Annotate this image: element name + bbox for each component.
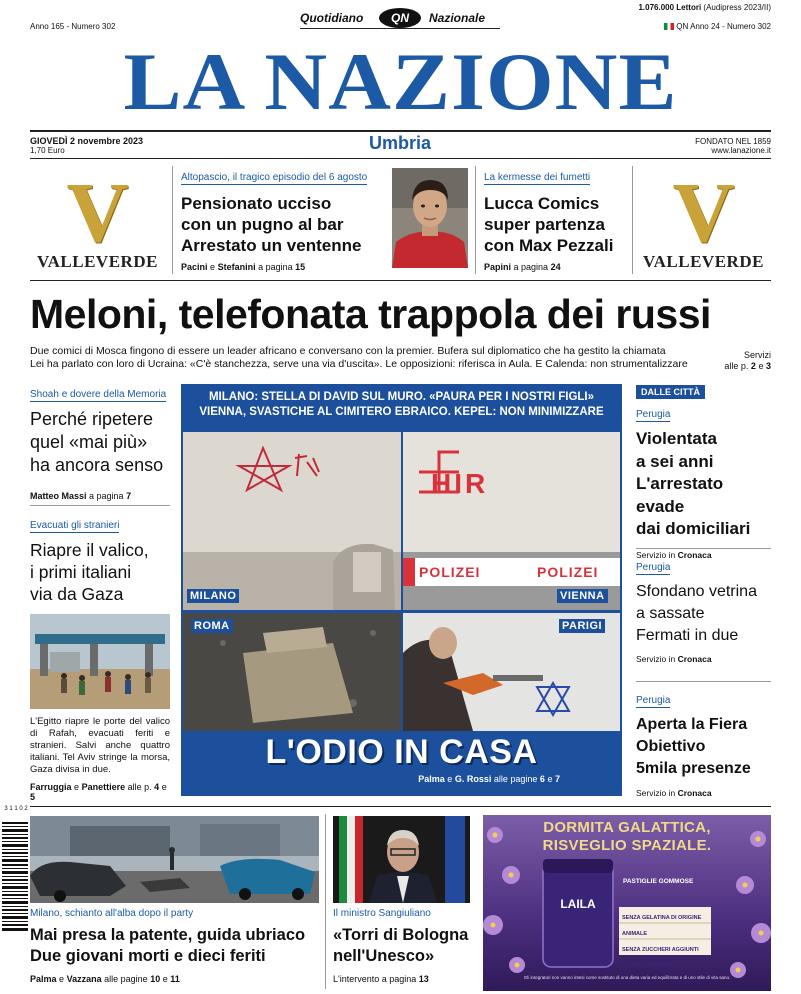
valleverde-text: VALLEVERDE xyxy=(37,252,158,271)
ad-headline-line: DORMITA GALATTICA, xyxy=(543,819,711,836)
readers-count: 1.076.000 Lettori xyxy=(638,3,702,12)
headline-line: «Torri di Bologna xyxy=(333,926,469,944)
edition-name: Umbria xyxy=(368,133,431,153)
byline-prefix: Servizio in xyxy=(636,654,676,664)
byline-page-num: 4 xyxy=(154,782,160,792)
ad-feature: SENZA GELATINA DI ORIGINE ANIMALE xyxy=(622,915,702,937)
headline-line: Riapre il valico, xyxy=(30,540,149,560)
byline-page-num: 7 xyxy=(126,491,132,501)
headline-line: Fermati in due xyxy=(636,627,739,644)
headline-line: nell'Unesco» xyxy=(333,947,435,965)
byline-and: e xyxy=(74,782,80,792)
byline-page-num: 13 xyxy=(418,974,429,984)
byline-name: Papini xyxy=(484,262,512,272)
feature-box[interactable] xyxy=(181,384,622,796)
byline-prefix: Servizio in xyxy=(636,788,676,798)
services-page: 3 xyxy=(765,361,771,371)
lead-services xyxy=(724,350,771,372)
story-kicker: Shoah e dovere della Memoria xyxy=(30,389,167,400)
valleverde-ad-right[interactable] xyxy=(636,164,771,272)
qn-logo: QN xyxy=(379,8,421,28)
byline-page: a pagina xyxy=(89,491,124,501)
story-milano-crash[interactable] xyxy=(30,908,319,984)
readers-source: (Audipress 2023/II) xyxy=(703,3,771,12)
headline-line: dai domiciliari xyxy=(636,519,751,538)
services-label: Servizi xyxy=(743,350,771,360)
byline-section: Cronaca xyxy=(677,654,712,664)
story-kicker: Milano, schianto all'alba dopo il party xyxy=(30,908,194,919)
byline-name: Pacini xyxy=(181,262,208,272)
headline-line: Pensionato ucciso xyxy=(181,194,332,213)
issue-price: 1,70 Euro xyxy=(30,146,65,155)
vienna-photo xyxy=(403,432,620,610)
byline-and: e xyxy=(210,262,216,272)
story-kicker: Perugia xyxy=(636,562,671,573)
byline-page-num: 5 xyxy=(30,792,36,802)
byline-name: Stefanini xyxy=(217,262,256,272)
byline-page: alle p. xyxy=(127,782,152,792)
ad-features xyxy=(622,910,710,974)
headline-line: Due giovani morti e dieci feriti xyxy=(30,947,266,965)
headline-line: Arrestato un ventenne xyxy=(181,236,362,255)
crash-photo xyxy=(30,816,319,903)
top-story-lucca-comics[interactable] xyxy=(484,167,634,272)
top-story-altopascio[interactable] xyxy=(181,167,381,272)
services-page: 2 xyxy=(750,361,756,371)
feature-byline xyxy=(418,774,560,784)
byline-name: Palma xyxy=(30,974,57,984)
headline-line: via da Gaza xyxy=(30,584,124,604)
dalle-citta-header: DALLE CITTÀ xyxy=(636,385,705,399)
headline-line: Mai presa la patente, guida ubriaco xyxy=(30,926,306,944)
services-prefix: alle p. xyxy=(724,361,749,371)
headline-line: L'arrestato evade xyxy=(636,474,724,516)
story-byline xyxy=(636,788,776,798)
laila-ad[interactable] xyxy=(483,815,771,991)
byline-section: Cronaca xyxy=(677,788,712,798)
byline-name: G. Rossi xyxy=(454,774,492,784)
story-byline xyxy=(636,654,776,664)
ad-feature: SENZA ZUCCHERI AGGIUNTI xyxy=(622,947,699,953)
label-roma: ROMA xyxy=(191,619,233,633)
story-byline xyxy=(333,974,478,984)
services-pages xyxy=(724,361,771,372)
byline-and: e xyxy=(547,774,553,784)
valleverde-logo-icon: V xyxy=(66,164,129,260)
newspaper-title: LA NAZIONE xyxy=(123,36,678,127)
headline-line: quel «mai più» xyxy=(30,432,148,452)
city-story-3[interactable] xyxy=(636,690,776,798)
story-byline xyxy=(30,491,170,501)
barcode xyxy=(2,820,28,932)
byline-page: alle pagine xyxy=(104,974,148,984)
qn-issue xyxy=(664,22,771,32)
story-kicker: Perugia xyxy=(636,695,671,706)
story-kicker: La kermesse dei fumetti xyxy=(484,172,591,183)
gaza-crossing-photo xyxy=(30,614,170,709)
byline-prefix: Servizio in xyxy=(636,549,676,560)
lead-headline[interactable]: Meloni, telefonata trappola dei russi xyxy=(30,291,711,337)
valleverde-text: VALLEVERDE xyxy=(643,252,764,271)
barcode-number: 3 1 1 0 2 xyxy=(4,806,28,812)
story-byline xyxy=(484,262,634,272)
city-story-1[interactable] xyxy=(636,404,776,560)
headline-line: Lucca Comics xyxy=(484,194,600,213)
qn-left-text: Quotidiano xyxy=(300,11,364,25)
website: www.lanazione.it xyxy=(711,146,771,155)
polizei-sign-2: POLIZEI xyxy=(537,564,599,580)
byline-and: e xyxy=(447,774,453,784)
feature-title: L'ODIO IN CASA xyxy=(265,733,538,771)
gaza-body: L'Egitto riapre le porte del valico di Rafah, evacuati feriti e stranieri. Salvi anche quattro italiani. Tel Aviv stringe la morsa, Gaza divisa in due. xyxy=(30,716,170,775)
story-kicker: Il ministro Sangiuliano xyxy=(333,908,431,919)
headline-line: Violentata xyxy=(636,429,717,448)
byline-name: Panettiere xyxy=(81,782,126,792)
byline-and: e xyxy=(161,782,167,792)
byline-name: Palma xyxy=(418,774,445,784)
byline-page: L'intervento a pagina xyxy=(333,974,417,984)
byline-section: Cronaca xyxy=(677,549,712,560)
qn-right-text: Nazionale xyxy=(429,11,486,25)
story-shoah[interactable] xyxy=(30,384,170,501)
lead-summary xyxy=(30,345,730,371)
story-sangiuliano[interactable] xyxy=(333,908,478,984)
readers-info xyxy=(638,3,771,13)
byline-name: Farruggia xyxy=(30,782,72,792)
story-gaza[interactable] xyxy=(30,515,170,605)
city-story-2[interactable] xyxy=(636,557,776,664)
byline-name: Vazzana xyxy=(66,974,102,984)
label-parigi: PARIGI xyxy=(559,619,605,633)
qn-banner xyxy=(300,7,500,29)
headline-line: a sei anni xyxy=(636,451,714,471)
issue-date: GIOVEDÌ 2 novembre 2023 xyxy=(30,136,144,146)
headline-line: a sassate xyxy=(636,605,705,622)
ad-pastiglie: PASTIGLIE GOMMOSE xyxy=(623,878,694,885)
issue-number: Anno 165 - Numero 302 xyxy=(30,22,116,31)
milano-photo xyxy=(183,432,401,610)
feature-banner xyxy=(181,390,622,420)
byline-page-num: 10 xyxy=(150,974,161,984)
story-kicker: Perugia xyxy=(636,409,671,420)
byline-page-num: 24 xyxy=(550,262,561,272)
valleverde-ad-left[interactable] xyxy=(30,164,165,272)
story-byline xyxy=(30,782,170,802)
headline-line: Aperta la Fiera xyxy=(636,716,748,733)
story-kicker: Evacuati gli stranieri xyxy=(30,520,120,531)
feature-banner-line: VIENNA, SVASTICHE AL CIMITERO EBRAICO. KEPEL: NON MINIMIZZARE xyxy=(199,406,604,418)
sangiuliano-photo xyxy=(333,816,470,903)
byline-and: e xyxy=(59,974,65,984)
vienna-graffiti: HIR xyxy=(431,468,489,499)
services-and: e xyxy=(758,361,764,371)
lead-summary-line: Lei ha parlato con loro di Ucraina: «C'è stanchezza, serve una via d'uscita». Le opposizioni: riferisca in Aula. E Calenda: non strumentalizzare xyxy=(30,358,688,370)
byline-page: a pagina xyxy=(258,262,293,272)
headline-line: con Max Pezzali xyxy=(484,236,614,255)
byline-page-num: 15 xyxy=(295,262,306,272)
ad-disclaimer: Gli integratori non vanno intesi come sostituto di una dieta varia ed equilibrata e di uno stile di vita sano. xyxy=(523,975,731,980)
ad-headline xyxy=(483,819,771,855)
headline-line: Sfondano vetrina xyxy=(636,583,757,600)
headline-line: con un pugno al bar xyxy=(181,215,344,234)
headline-line: Obiettivo xyxy=(636,738,706,755)
headline-line: ha ancora senso xyxy=(30,455,164,475)
label-milano: MILANO xyxy=(187,589,239,603)
headline-line: 5mila presenze xyxy=(636,760,751,777)
byline-page: a pagina xyxy=(513,262,549,272)
ad-headline-line: RISVEGLIO SPAZIALE. xyxy=(542,837,712,854)
founded: FONDATO NEL 1859 xyxy=(695,137,771,146)
ad-brand: LAILA xyxy=(560,897,596,911)
story-byline xyxy=(30,974,319,984)
byline-page: alle pagine xyxy=(493,774,538,784)
headline-line: super partenza xyxy=(484,215,605,234)
suspect-photo xyxy=(392,168,468,268)
headline-line: i primi italiani xyxy=(30,562,132,582)
story-kicker: Altopascio, il tragico episodio del 6 agosto xyxy=(181,172,368,183)
italy-flag-icon xyxy=(664,23,674,30)
ad-feature: CON MELATONINA xyxy=(622,963,672,969)
story-byline xyxy=(181,262,381,272)
valleverde-logo-icon: V xyxy=(672,164,735,260)
byline-page-num: 6 xyxy=(539,774,545,784)
byline-page-num: 11 xyxy=(170,974,180,984)
byline-name: Matteo Massi xyxy=(30,491,87,501)
label-vienna: VIENNA xyxy=(557,589,608,603)
lead-summary-line: Due comici di Mosca fingono di essere un leader africano e conversano con la premier. Bufera sul diplomatico che ha gestito la chiamata xyxy=(30,345,666,357)
byline-and: e xyxy=(162,974,168,984)
headline-line: Perché ripetere xyxy=(30,409,154,429)
byline-page-num: 7 xyxy=(554,774,560,784)
feature-banner-line: MILANO: STELLA DI DAVID SUL MURO. «PAURA PER I NOSTRI FIGLI» xyxy=(208,391,595,403)
polizei-sign-1: POLIZEI xyxy=(419,564,481,580)
qn-issue-text: QN Anno 24 - Numero 302 xyxy=(676,22,771,31)
